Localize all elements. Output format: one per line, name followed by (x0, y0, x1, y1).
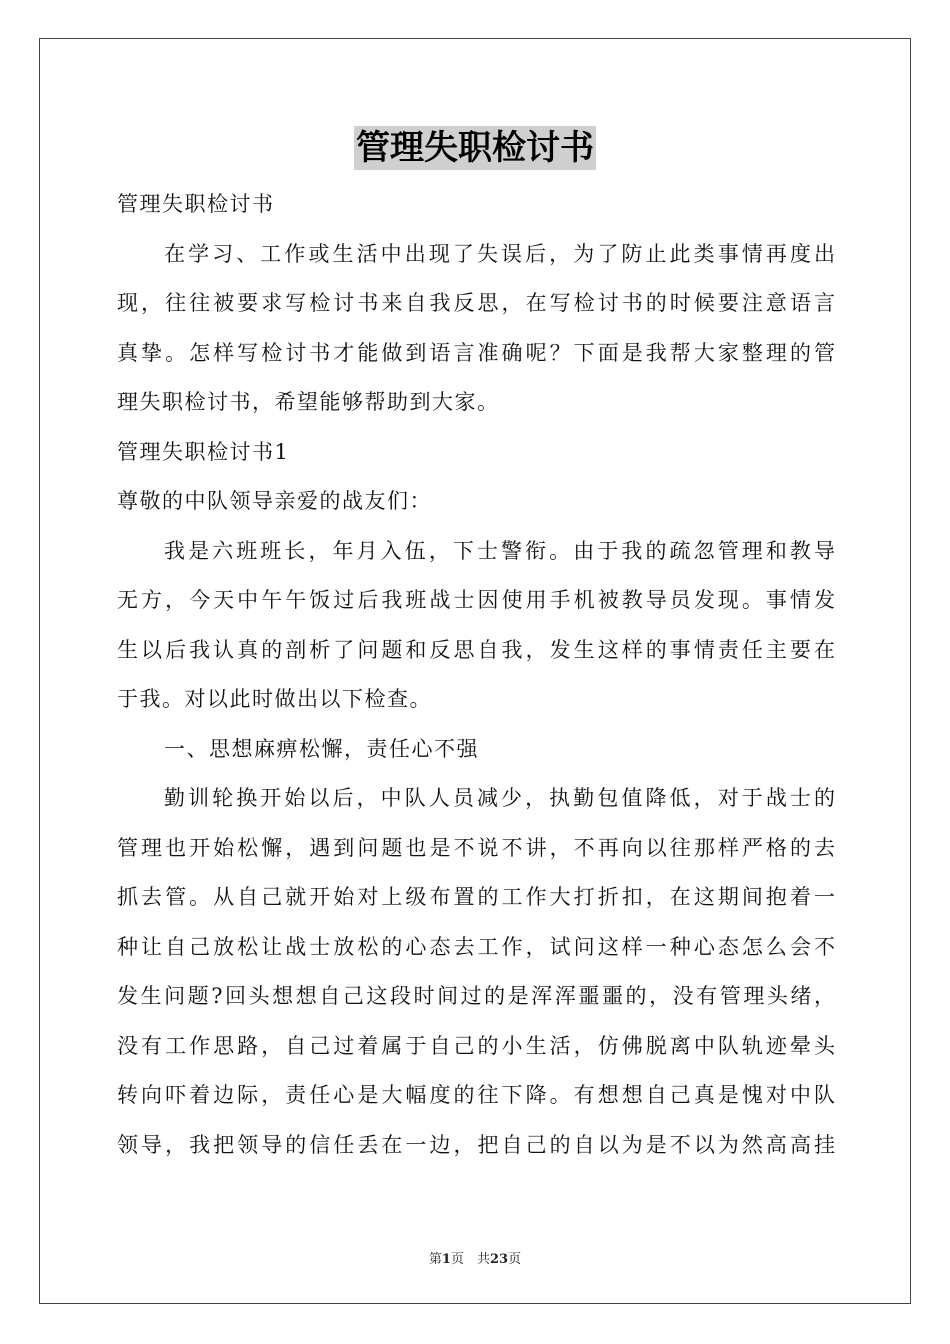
text-line: 转向吓着边际，责任心是大幅度的往下降。有想想自己真是愧对中队 (117, 1083, 835, 1107)
footer-current-page: 1 (441, 1252, 451, 1267)
footer-prefix: 第 (428, 1252, 442, 1267)
text-line: 一、思想麻痹松懈，责任心不强 (164, 736, 479, 761)
text-line: 种让自己放松让战士放松的心态去工作，试问这样一种心态怎么会不 (117, 934, 835, 959)
text-line: 现，往往被要求写检讨书来自我反思，在写检讨书的时候要注意语言 (117, 291, 835, 315)
text-line: 无方，今天中午午饭过后我班战士因使用手机被教导员发现。事情发 (117, 588, 835, 612)
text-line: 领导，我把领导的信任丢在一边，把自己的自以为是不以为然高高挂 (117, 1132, 835, 1157)
title-container (0, 126, 950, 170)
text-line: 发生问题?回头想想自己这段时间过的是浑浑噩噩的，没有管理头绪， (117, 984, 835, 1008)
text-line: 在学习、工作或生活中出现了失误后，为了防止此类事情再度出 (164, 241, 835, 266)
text-line: 尊敬的中队领导亲爱的战友们： (117, 489, 432, 513)
footer-suffix: 页 (508, 1252, 522, 1267)
text-line: 生以后我认真的剖析了问题和反思自我，发生这样的事情责任主要在 (117, 637, 835, 662)
footer-mid: 页 共 (450, 1252, 490, 1267)
page-footer (0, 1248, 950, 1267)
text-line: 管理失职检讨书 (117, 192, 275, 216)
text-line: 没有工作思路，自己过着属于自己的小生活，仿佛脱离中队轨迹晕头 (117, 1033, 835, 1058)
document-body (117, 180, 835, 1170)
text-line: 于我。对以此时做出以下检查。 (117, 687, 432, 711)
text-line: 我是六班班长，年月入伍，下士警衔。由于我的疏忽管理和教导 (164, 538, 835, 563)
footer-total-pages: 23 (489, 1252, 509, 1267)
text-line: 管理失职检讨书1 (117, 439, 290, 464)
text-line: 真挚。怎样写检讨书才能做到语言准确呢？下面是我帮大家整理的管 (117, 340, 835, 365)
text-line: 勤训轮换开始以后，中队人员减少，执勤包值降低，对于战士的 (164, 786, 835, 810)
text-line: 管理也开始松懈，遇到问题也是不说不讲，不再向以往那样严格的去 (117, 835, 835, 860)
text-line: 理失职检讨书，希望能够帮助到大家。 (117, 390, 500, 414)
document-title: 管理失职检讨书 (356, 128, 594, 168)
text-line: 抓去管。从自己就开始对上级布置的工作大打折扣，在这期间抱着一 (117, 885, 835, 909)
